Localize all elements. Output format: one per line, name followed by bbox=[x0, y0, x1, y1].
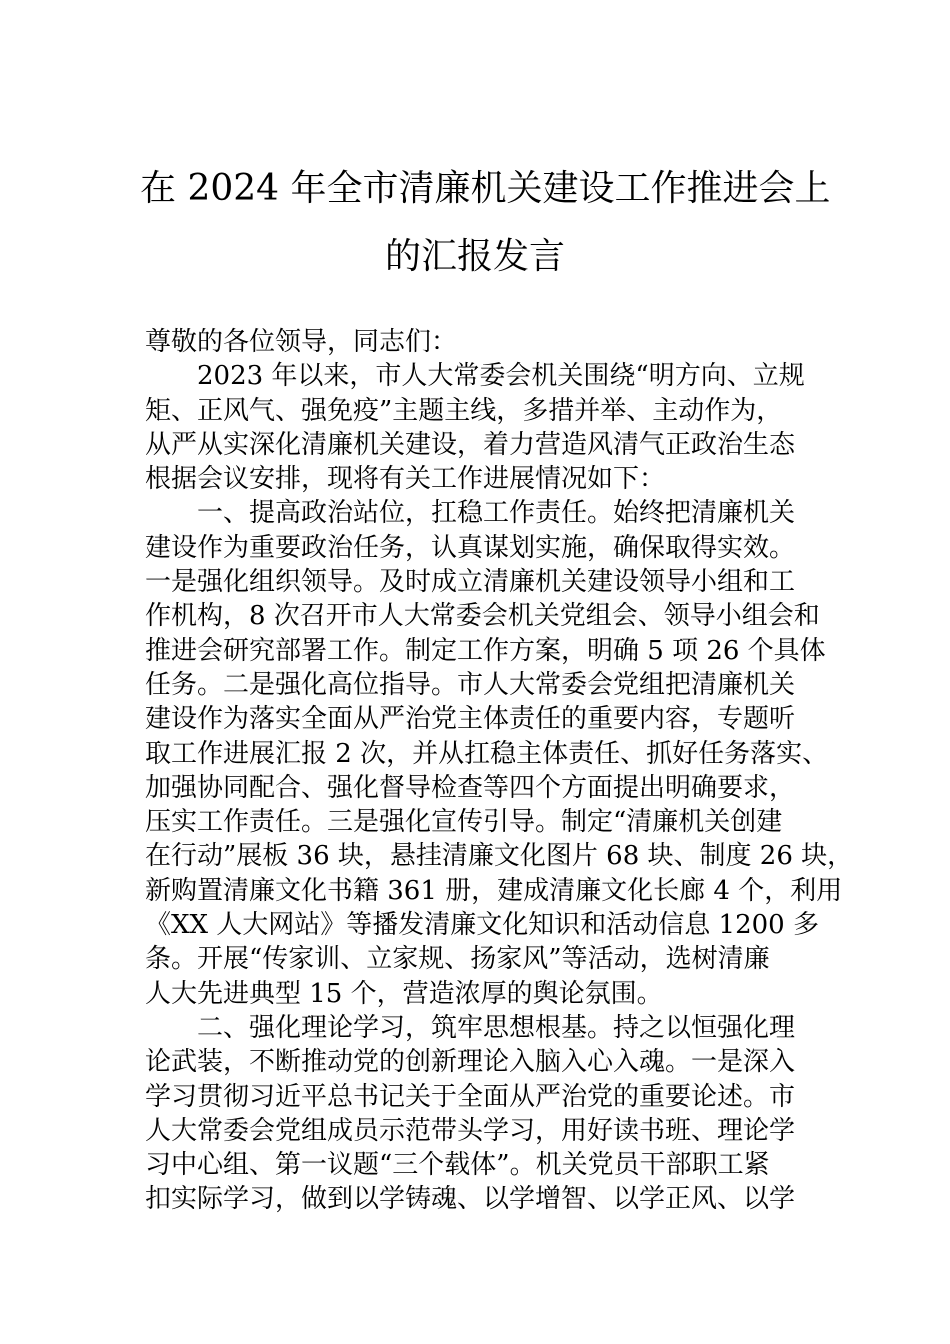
body-text-line: 一是强化组织领导。及时成立清廉机关建设领导小组和工 bbox=[145, 567, 796, 598]
body-text-line: 任务。二是强化高位指导。市人大常委会党组把清廉机关 bbox=[145, 669, 796, 700]
body-text-line: 二、强化理论学习，筑牢思想根基。持之以恒强化理 bbox=[197, 1012, 796, 1043]
body-text-line: 条。开展“传家训、立家规、扬家风”等活动，选树清廉 bbox=[145, 944, 770, 975]
title-line-1: 在 2024 年全市清廉机关建设工作推进会上 bbox=[140, 168, 831, 209]
body-text-line: 论武装，不断推动党的创新理论入脑入心入魂。一是深入 bbox=[145, 1047, 796, 1078]
body-text-line: 2023 年以来，市人大常委会机关围绕“明方向、立规 bbox=[197, 361, 805, 392]
body-text-line: 作机构，8 次召开市人大常委会机关党组会、领导小组会和 bbox=[145, 601, 820, 632]
document-body bbox=[145, 325, 854, 1217]
body-text-line: 人大先进典型 15 个，营造浓厚的舆论氛围。 bbox=[145, 978, 663, 1009]
body-text-line: 建设作为重要政治任务，认真谋划实施，确保取得实效。 bbox=[145, 532, 796, 563]
body-text-line: 建设作为落实全面从严治党主体责任的重要内容，专题听 bbox=[145, 704, 796, 735]
body-text-line: 人大常委会党组成员示范带头学习，用好读书班、理论学 bbox=[145, 1115, 796, 1146]
body-text-line: 《XX 人大网站》等播发清廉文化知识和活动信息 1200 多 bbox=[145, 910, 819, 941]
body-text-line: 习中心组、第一议题“三个载体”。机关党员干部职工紧 bbox=[145, 1150, 770, 1181]
salutation: 尊敬的各位领导，同志们： bbox=[145, 327, 458, 357]
body-text-line: 根据会议安排，现将有关工作进展情况如下： bbox=[145, 464, 666, 495]
body-text-line: 压实工作责任。三是强化宣传引导。制定“清廉机关创建 bbox=[145, 807, 783, 838]
body-text-line: 从严从实深化清廉机关建设，着力营造风清气正政治生态 bbox=[145, 429, 796, 460]
body-text-line: 加强协同配合、强化督导检查等四个方面提出明确要求， bbox=[145, 772, 796, 803]
body-text-line: 推进会研究部署工作。制定工作方案，明确 5 项 26 个具体 bbox=[145, 635, 826, 666]
document-title bbox=[140, 155, 831, 291]
body-text-line: 学习贯彻习近平总书记关于全面从严治党的重要论述。市 bbox=[145, 1081, 796, 1112]
body-text-line: 矩、正风气、强免疫”主题主线，多措并举、主动作为， bbox=[145, 395, 783, 426]
body-text-line: 扣实际学习，做到以学铸魂、以学增智、以学正风、以学 bbox=[145, 1184, 796, 1215]
body-text-line: 取工作进展汇报 2 次，并从扛稳主体责任、抓好任务落实、 bbox=[145, 738, 829, 769]
body-text-line: 一、提高政治站位，扛稳工作责任。始终把清廉机关 bbox=[197, 498, 796, 529]
body-text-line: 在行动”展板 36 块，悬挂清廉文化图片 68 块、制度 26 块， bbox=[145, 841, 854, 872]
body-text-line: 新购置清廉文化书籍 361 册，建成清廉文化长廊 4 个，利用 bbox=[145, 875, 843, 906]
title-line-2: 的汇报发言 bbox=[384, 236, 565, 277]
